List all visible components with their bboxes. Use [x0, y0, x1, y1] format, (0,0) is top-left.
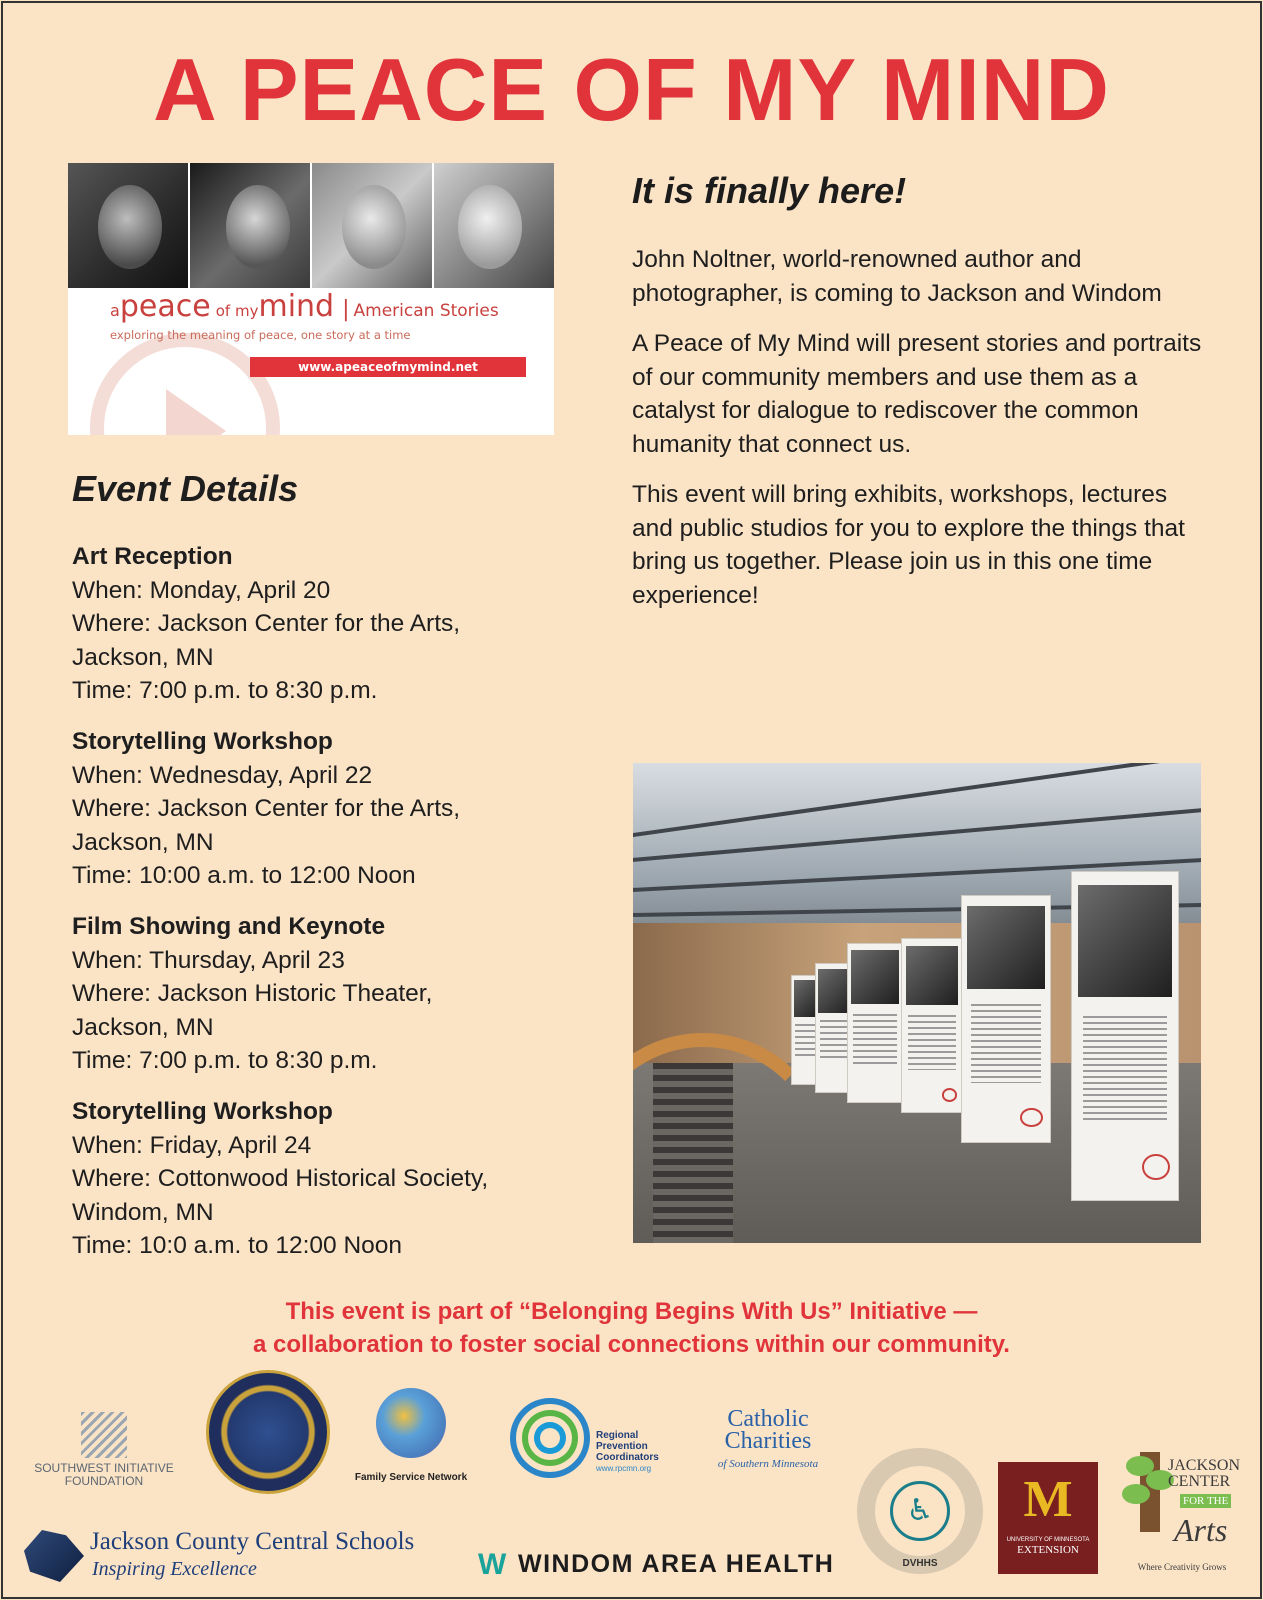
promo-url[interactable]: www.apeaceofmymind.net [250, 357, 526, 377]
eagle-seal-icon [206, 1370, 330, 1494]
event-city: Windom, MN [72, 1198, 214, 1226]
event-where: Where: Jackson Historic Theater, [72, 980, 433, 1008]
event-time: Time: 7:00 p.m. to 8:30 p.m. [72, 677, 378, 705]
swif-mark-icon [81, 1412, 127, 1458]
promo-logo [110, 289, 499, 324]
logo-separator: | [342, 297, 350, 322]
umn-line: UNIVERSITY OF MINNESOTA [1006, 1537, 1090, 1543]
initiative-line: a collaboration to foster social connections within our community. [253, 1331, 1010, 1358]
exhibit-photo [633, 763, 1201, 1243]
event-name: Storytelling Workshop [72, 727, 333, 755]
event-where: Where: Cottonwood Historical Society, [72, 1165, 489, 1193]
intro-paragraph: John Noltner, world-renowned author and photographer, is coming to Jackson and Windom [632, 246, 1162, 307]
university-of-minnesota-extension-logo [998, 1462, 1098, 1574]
portrait-photo [190, 163, 312, 288]
event-time: Time: 10:00 a.m. to 12:00 Noon [72, 862, 416, 890]
dvhhs-ring [857, 1448, 983, 1574]
intro-paragraph: A Peace of My Mind will present stories and portraits of our community members and use them as a catalyst for dialogue to rediscover the common humanity that connect us. [632, 330, 1202, 458]
umn-line: EXTENSION [1017, 1544, 1079, 1556]
jackson-county-central-schools-logo [24, 1528, 454, 1588]
event-city: Jackson, MN [72, 828, 214, 856]
initiative-line: This event is part of “Belonging Begins With Us” Initiative — [285, 1298, 978, 1325]
page-title: A PEACE OF MY MIND [153, 40, 1110, 139]
wolf-head-icon [24, 1530, 84, 1582]
event-name: Art Reception [72, 543, 233, 570]
event-where: Where: Jackson Center for the Arts, [72, 795, 461, 823]
portrait-strip [68, 163, 554, 288]
family-service-network-logo [346, 1388, 476, 1498]
exhibit-panel [901, 938, 963, 1113]
logo-mind: mind [258, 289, 335, 324]
event-city: Jackson, MN [72, 643, 214, 671]
jca-tagline: Where Creativity Grows [1137, 1562, 1227, 1572]
intro-text [632, 243, 1212, 629]
southwest-initiative-foundation-logo [24, 1412, 184, 1492]
jccs-tagline: Inspiring Excellence [92, 1558, 257, 1580]
logo-of-my: of my [215, 302, 259, 320]
windom-area-health-logo [478, 1546, 858, 1586]
intro-paragraph: This event will bring exhibits, workshops, lectures and public studios for you to explore the things that bring us together. Please join us in this one time experience! [632, 481, 1185, 609]
portrait-photo [434, 163, 554, 288]
rings-icon [510, 1398, 590, 1478]
play-triangle-icon [166, 389, 226, 435]
event-list [72, 540, 592, 1280]
cc-line: Charities [724, 1428, 812, 1454]
dvhhs-label: DVHHS [902, 1558, 938, 1569]
veterans-affairs-seal-logo [206, 1370, 330, 1494]
event-when: When: Thursday, April 23 [72, 946, 345, 974]
exhibit-panel [961, 895, 1051, 1143]
intro-headline: It is finally here! [632, 170, 907, 211]
logo-a: a [110, 301, 120, 320]
cc-subline: of Southern Minnesota [717, 1458, 819, 1470]
swif-label: SOUTHWEST INITIATIVE FOUNDATION [34, 1461, 174, 1488]
exhibit-panel [1071, 871, 1179, 1201]
jca-line: JACKSON [1168, 1457, 1241, 1474]
event-name: Storytelling Workshop [72, 1097, 333, 1125]
wah-mark-icon: W [478, 1548, 507, 1581]
regional-prevention-coordinators-logo [510, 1398, 680, 1488]
rpc-url: www.rpcmn.org [596, 1464, 652, 1473]
jca-line: FOR THE [1180, 1494, 1231, 1508]
event-when: When: Friday, April 24 [72, 1131, 312, 1159]
dvhhs-logo [857, 1448, 983, 1574]
event-details-heading: Event Details [72, 468, 299, 509]
promo-image [68, 163, 554, 435]
jca-line: Arts [1174, 1512, 1228, 1548]
cc-line: Catholic [727, 1406, 809, 1432]
event-city: Jackson, MN [72, 1013, 214, 1041]
logo-subtitle: American Stories [353, 301, 499, 321]
umn-m-mark: M [1023, 1471, 1073, 1528]
rpc-label: Regional Prevention Coordinators [596, 1430, 659, 1463]
jccs-name: Jackson County Central Schools [90, 1528, 415, 1555]
event-when: When: Monday, April 20 [72, 576, 331, 604]
fsn-label: Family Service Network [354, 1472, 468, 1483]
globe-icon [376, 1388, 446, 1458]
wah-label: WINDOM AREA HEALTH [518, 1550, 835, 1578]
event-item [72, 540, 592, 708]
jackson-center-for-the-arts-logo [1122, 1452, 1242, 1582]
jca-line: CENTER [1168, 1473, 1231, 1490]
event-when: When: Wednesday, April 22 [72, 761, 373, 789]
event-name: Film Showing and Keynote [72, 912, 386, 940]
exhibit-panel [847, 943, 903, 1103]
event-item [72, 725, 592, 893]
event-time: Time: 10:0 a.m. to 12:00 Noon [72, 1232, 403, 1260]
portrait-photo [68, 163, 190, 288]
event-item [72, 910, 592, 1078]
catholic-charities-logo [698, 1408, 838, 1504]
logo-peace: peace [119, 289, 211, 324]
event-time: Time: 7:00 p.m. to 8:30 p.m. [72, 1047, 378, 1075]
portrait-photo [312, 163, 434, 288]
initiative-statement [0, 1295, 1263, 1361]
event-where: Where: Jackson Center for the Arts, [72, 610, 461, 638]
accessibility-icon: ♿ [890, 1481, 950, 1541]
event-item [72, 1095, 592, 1263]
promo-tagline: exploring the meaning of peace, one story at a time [110, 328, 411, 342]
